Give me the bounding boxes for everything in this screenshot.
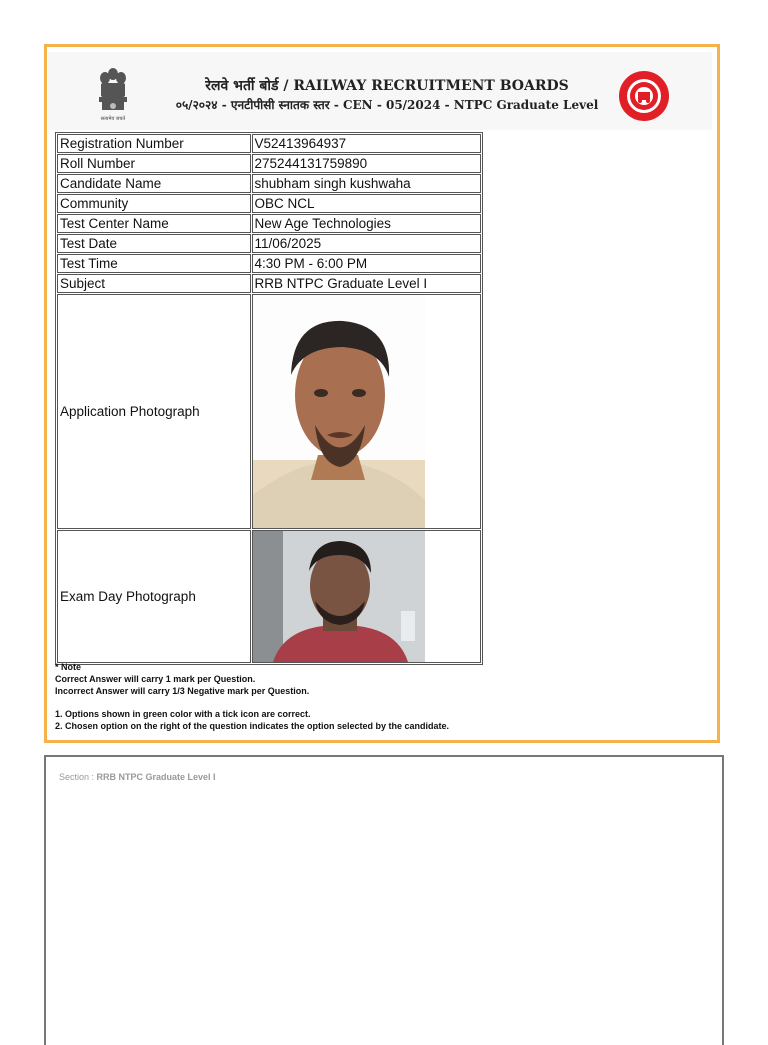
subject-label: Subject <box>57 274 251 293</box>
section-card <box>44 755 724 1045</box>
application-photo <box>253 295 425 528</box>
national-emblem-icon <box>96 64 130 122</box>
table-row <box>57 134 481 153</box>
section-heading <box>59 772 216 782</box>
page-subtitle: ०५/२०२४ - एनटीपीसी स्नातक स्तर - CEN - 05/2024 - NTPC Graduate Level <box>175 98 599 112</box>
table-row <box>57 254 481 273</box>
emblem-caption: सत्यमेव जयते <box>100 116 126 122</box>
exam-day-photo-label: Exam Day Photograph <box>57 530 251 663</box>
note-heading: * Note <box>55 662 82 672</box>
community-label: Community <box>57 194 251 213</box>
exam-day-photo <box>253 531 425 662</box>
table-row <box>57 194 481 213</box>
table-row <box>57 154 481 173</box>
application-photo-cell <box>252 294 481 529</box>
registration-number-value: V52413964937 <box>252 134 481 153</box>
section-name: RRB NTPC Graduate Level I <box>96 772 216 782</box>
test-time-label: Test Time <box>57 254 251 273</box>
test-time-value: 4:30 PM - 6:00 PM <box>252 254 481 273</box>
test-center-label: Test Center Name <box>57 214 251 233</box>
table-row <box>57 294 481 529</box>
table-row <box>57 274 481 293</box>
table-row <box>57 530 481 663</box>
roll-number-value: 275244131759890 <box>252 154 481 173</box>
test-date-value: 11/06/2025 <box>252 234 481 253</box>
table-row <box>57 234 481 253</box>
notes-block <box>55 661 449 732</box>
candidate-name-value: shubham singh kushwaha <box>252 174 481 193</box>
table-row <box>57 174 481 193</box>
candidate-name-label: Candidate Name <box>57 174 251 193</box>
note-line: 2. Chosen option on the right of the question indicates the option selected by the candidate. <box>55 721 450 731</box>
subject-value: RRB NTPC Graduate Level I <box>252 274 481 293</box>
section-prefix: Section : <box>59 772 97 782</box>
note-line: Correct Answer will carry 1 mark per Question. <box>55 674 256 684</box>
community-value: OBC NCL <box>252 194 481 213</box>
roll-number-label: Roll Number <box>57 154 251 173</box>
page-title: रेलवे भर्ती बोर्ड / RAILWAY RECRUITMENT BOARDS <box>205 78 569 94</box>
railway-logo-icon <box>618 70 670 122</box>
candidate-details-table <box>55 132 483 665</box>
note-line: Incorrect Answer will carry 1/3 Negative mark per Question. <box>55 686 310 696</box>
application-photo-label: Application Photograph <box>57 294 251 529</box>
test-date-label: Test Date <box>57 234 251 253</box>
table-row <box>57 214 481 233</box>
test-center-value: New Age Technologies <box>252 214 481 233</box>
note-line: 1. Options shown in green color with a tick icon are correct. <box>55 709 311 719</box>
registration-number-label: Registration Number <box>57 134 251 153</box>
exam-day-photo-cell <box>252 530 481 663</box>
